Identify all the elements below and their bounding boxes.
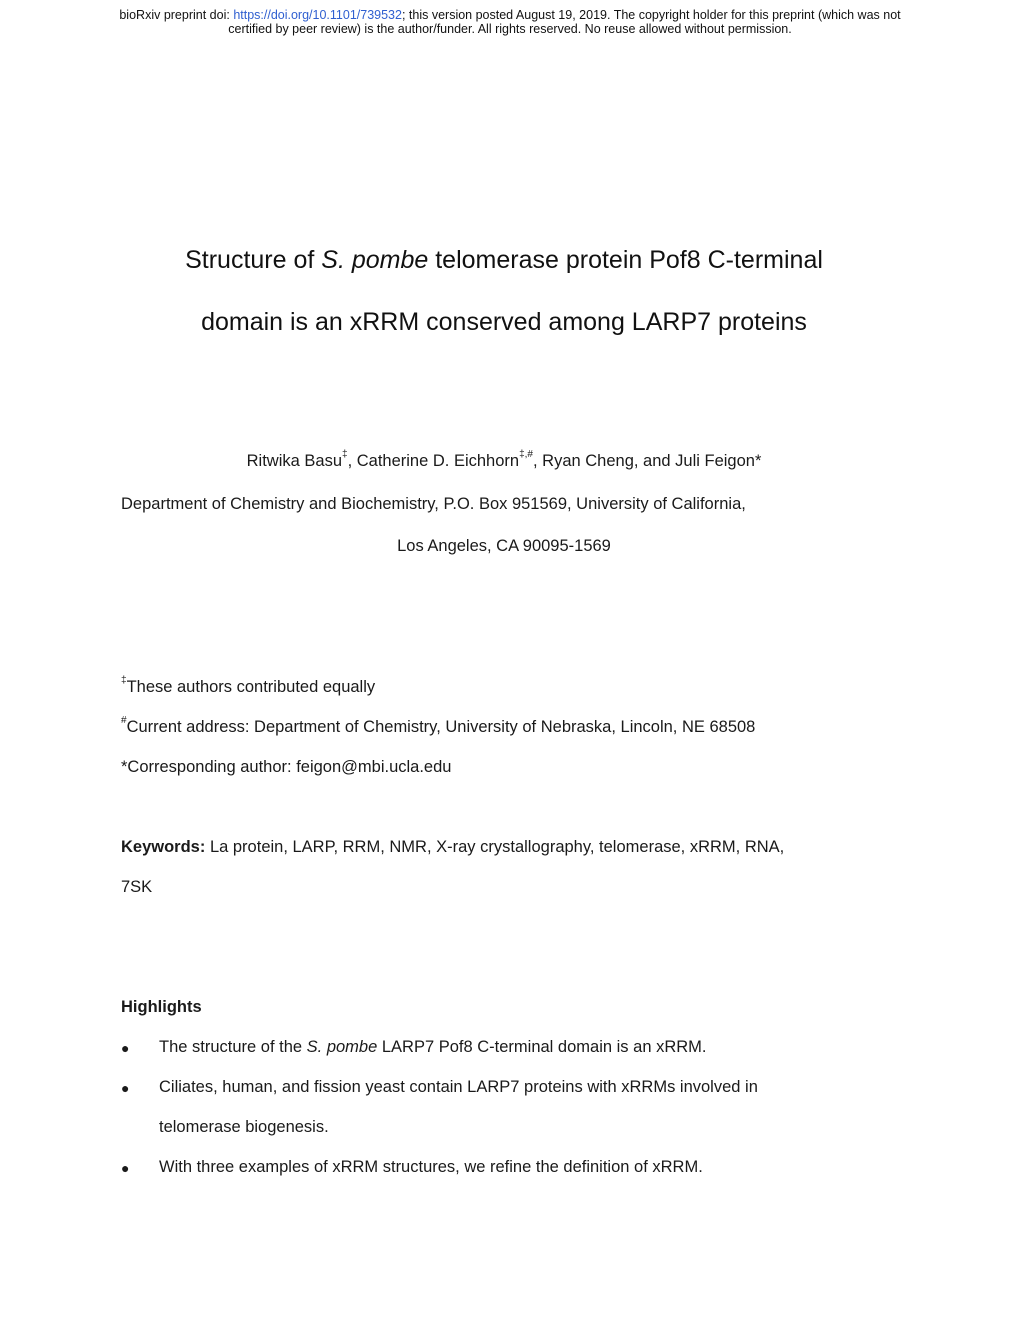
doi-link[interactable]: https://doi.org/10.1101/739532 [233, 8, 402, 22]
current-address-note: #Current address: Department of Chemistry, University of Nebraska, Lincoln, NE 68508 [121, 715, 756, 736]
preprint-banner [0, 8, 1020, 36]
paper-title-line-2: domain is an xRRM conserved among LARP7 proteins [201, 308, 807, 336]
equal-contribution-note: ‡These authors contributed equally [121, 675, 376, 696]
keywords-label: Keywords: [121, 838, 206, 856]
bullet-icon: ● [121, 1160, 130, 1176]
keywords-line-1: Keywords: La protein, LARP, RRM, NMR, X-ray crystallography, telomerase, xRRM, RNA, [121, 838, 785, 856]
affiliation-line-1: Department of Chemistry and Biochemistry, P.O. Box 951569, University of California, [121, 495, 746, 513]
corresponding-author-note: *Corresponding author: feigon@mbi.ucla.edu [121, 758, 452, 776]
highlights-heading: Highlights [121, 998, 202, 1016]
keywords-line-2: 7SK [121, 878, 153, 896]
author-list: Ritwika Basu‡, Catherine D. Eichhorn‡,#, Ryan Cheng, and Juli Feigon* [246, 449, 762, 470]
paper-title-line-1: Structure of S. pombe telomerase protein Pof8 C-terminal [185, 246, 823, 274]
banner-line-2: certified by peer review) is the author/funder. All rights reserved. No reuse allowed without permission. [228, 22, 792, 36]
highlight-item-2-line-1: Ciliates, human, and fission yeast contain LARP7 proteins with xRRMs involved in [159, 1078, 758, 1096]
banner-line-1: bioRxiv preprint doi: https://doi.org/10.1101/739532; this version posted August 19, 2019. The copyright holder for this preprint (which was not [119, 8, 901, 22]
highlight-item-3: With three examples of xRRM structures, we refine the definition of xRRM. [159, 1158, 703, 1176]
affiliation-line-2: Los Angeles, CA 90095-1569 [397, 537, 611, 555]
highlight-item-1: The structure of the S. pombe LARP7 Pof8 C-terminal domain is an xRRM. [159, 1038, 707, 1056]
bullet-icon: ● [121, 1040, 130, 1056]
highlight-item-2-line-2: telomerase biogenesis. [159, 1118, 329, 1136]
bullet-icon: ● [121, 1080, 130, 1096]
